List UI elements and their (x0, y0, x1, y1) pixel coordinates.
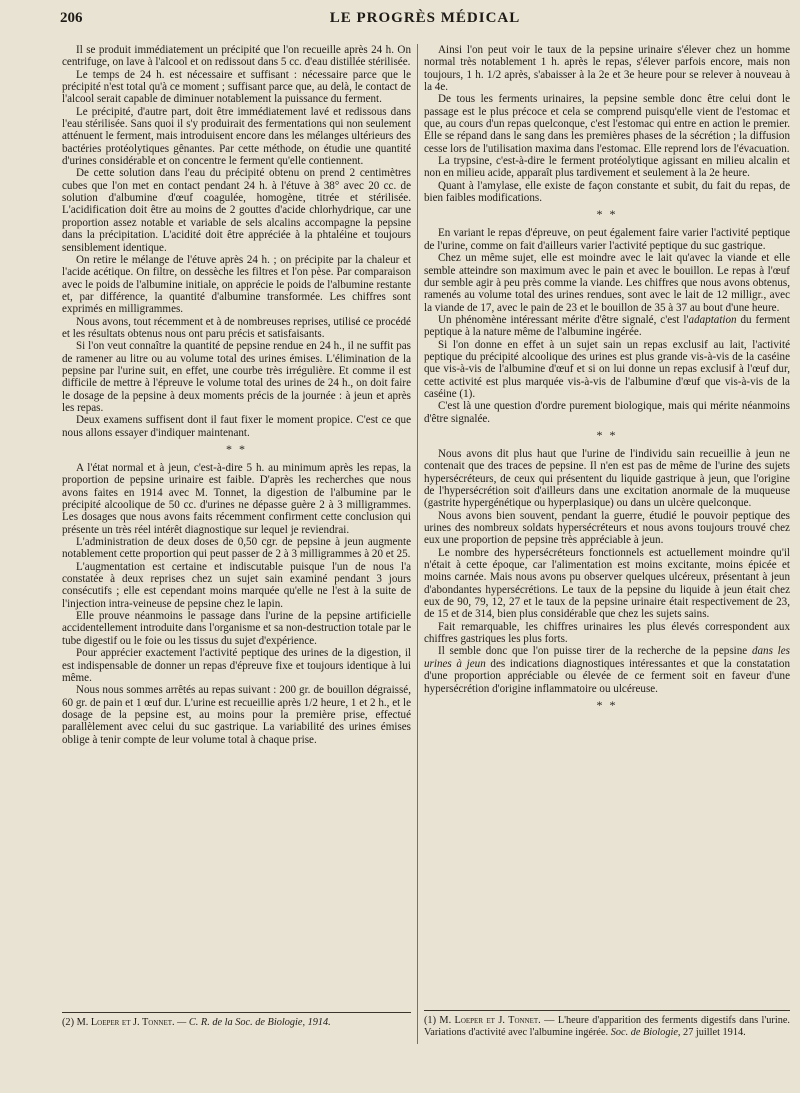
paragraph: Chez un même sujet, elle est moindre avec le lait qu'avec la viande et elle semble atteindre son maximum avec le pain et avec le bouillon. Le repas à l'œuf dur semble agir à peu près comme la viande. Les chiffres que nous avons obtenus, ramenés au volume total des urines rendues, sont avec le lait de 12 milligr., avec la viande de 17, avec le pain de 23 et le bouillon de 35 à 37 au bout d'une heure. (424, 252, 790, 314)
paragraph: Nous nous sommes arrêtés au repas suivant : 200 gr. de bouillon dégraissé, 60 gr. de pain et 1 œuf dur. L'urine est recueillie après 1/2 heure, 1 et 2 h., et le dosage de la pepsine est, au moins pour la première prise, effectué parallèlement avec celui du suc gastrique. La variabilité des urines émises oblige à tenir compte de leur volume total à chaque prise. (62, 684, 411, 746)
paragraph: L'administration de deux doses de 0,50 cgr. de pepsine à jeun augmente notablement cette proportion qui peut passer de 2 à 3 milligrammes à 20 et 25. (62, 536, 411, 561)
paragraph: Nous avons bien souvent, pendant la guerre, étudié le pouvoir peptique des urines des nombreux soldats hypersécréteurs et nous avons toujours trouvé chez eux une proportion de pepsine très appréciable à jeun. (424, 509, 790, 547)
footnote-rule (62, 1012, 411, 1013)
column-divider (417, 44, 418, 1044)
paragraph: Nous avons dit plus haut que l'urine de l'individu sain recueillie à jeun ne contenait que des traces de pepsine. Il n'en est pas de même de l'urine des sujets hypersécréteurs, de ceux qui présentent du liquide gastrique à jeun, que l'origine de l'hypersécrétion soit d'ailleurs dans une excitation anormale de la muqueuse (gastrite hypergénétique ou hyperplasique) ou dans un ulcère quelconque. (424, 447, 790, 510)
footnote-source: Soc. de Biologie (610, 1026, 678, 1038)
text-run: des indications diagnostiques intéressantes et que la constatation d'une proportion appréciable ou élevée de ce ferment soit en faveur d'une hypersécrétion d'origine inflammatoire ou ulcéreuse. (424, 657, 790, 695)
paragraph: En variant le repas d'épreuve, on peut également faire varier l'activité peptique de l'urine, comme on fait d'ailleurs varier l'activité peptique du suc gastrique. (424, 227, 790, 252)
paragraph: A l'état normal et à jeun, c'est-à-dire 5 h. au minimum après les repas, la proportion de pepsine urinaire est faible. D'après les recherches que nous avons faites en 1914 avec M. Tonnet, la digestion de l'albumine par le précipité alcoolique de 50 cc. d'urines ne dépasse guère 2 à 3 milligrammes. Les dosages que nous avons faits récemment confirment cette conclusion qui présente un très réel intérêt diagnostique sur lequel je reviendrai. (62, 462, 411, 536)
section-separator: * * (596, 697, 618, 712)
paragraph: Pour apprécier exactement l'activité peptique des urines de la digestion, il est indispensable de donner un repas d'épreuve fixe et toujours identique à lui même. (62, 647, 411, 684)
footnote-title: — L'heure d'apparition des ferments digestifs dans l'urine. Variations d'activité avec l'albumine ingérée. (424, 1015, 790, 1038)
paragraph: Si l'on veut connaître la quantité de pepsine rendue en 24 h., il ne suffit pas de ramener au litre ou au volume total des urines émises. L'élimination de la pepsine par l'urine suit, en effet, une courbe très irrégulière. Et comme il est difficile de mettre à l'épreuve le volume total des urines de 24 h., on doit faire le dosage de la pepsine à deux moments précis de la journée : à jeun et après les repas. (62, 340, 411, 414)
paragraph: De cette solution dans l'eau du précipité obtenu on prend 2 centimètres cubes que l'on met en contact pendant 24 h. à l'étuve à 38° avec 20 cc. de solution d'albumine d'œuf coagulée, homogène, titrée et stérilisée. L'acidification doit être au moins de 2 gouttes d'acide chlorhydrique, car une proportion assez notable et variable de sels alcalins accompagne la pepsine dans la précipitation. L'acidité doit être appréciée à la phtaléine et toujours sensiblement identique. (62, 167, 411, 254)
paragraph: Quant à l'amylase, elle existe de façon constante et subit, du fait du repas, de bien faibles modifications. (424, 179, 790, 205)
paragraph: Fait remarquable, les chiffres urinaires les plus élevés correspondent aux chiffres gastriques les plus forts. (424, 620, 790, 646)
paragraph: Nous avons, tout récemment et à de nombreuses reprises, utilisé ce procédé et les résultats obtenus nous ont paru précis et satisfaisants. (62, 315, 411, 340)
paragraph: Deux examens suffisent dont il faut fixer le moment propice. C'est ce que nous allons essayer d'indiquer maintenant. (62, 414, 411, 439)
text-run: Un phénomène intéressant mérite d'être signalé, c'est l' (438, 313, 689, 326)
emphasis: dans les urines à jeun (424, 645, 790, 670)
footnote-rule (424, 1010, 790, 1011)
left-column (62, 44, 411, 1044)
paragraph: On retire le mélange de l'étuve après 24 h. ; on précipite par la chaleur et l'acide acétique. On filtre, on dessèche les filtres et l'on pèse. Par comparaison avec le poids de l'albumine initiale, on apprécie le poids de l'albumine restante et, par différence, la quantité d'albumine transformée. Les chiffres sont exprimés en milligrammes. (62, 253, 411, 316)
footnote-authors: (2) M. Loeper et J. Tonnet. (62, 1017, 175, 1028)
footnote-text (424, 1015, 790, 1038)
paragraph: Le nombre des hypersécréteurs fonctionnels est actuellement moindre qu'il n'était à cette époque, car l'alimentation est moins excitante, moins épicée et moins carnée. Mais nous avons pu observer quelques ulcéreux, présentant à jeun d'abondantes hypersécrétions. Le taux de la pepsine du liquide à jeun était chez eux de 90, 79, 12, 27 et le taux de la pepsine urinaire était respectivement de 23, de 15 et de 314, bien plus considérable que chez les sujets sains. (424, 546, 790, 621)
section-separator: * * (596, 207, 618, 222)
running-title: LE PROGRÈS MÉDICAL (329, 10, 521, 26)
paragraph: La trypsine, c'est-à-dire le ferment protéolytique agissant en milieu alcalin et non en milieu acide, apparaît plus tardivement et seulement à la 2e heure. (424, 155, 790, 180)
right-column (424, 44, 790, 1044)
paragraph: Le temps de 24 h. est nécessaire et suffisant : nécessaire parce que le précipité n'est total qu'à ce moment ; suffisant parce que, au delà, le contact de l'alcool serait capable de diminuer notablement la puissance du ferment. (62, 68, 411, 106)
footnote-date: , 27 juillet 1914. (677, 1026, 746, 1038)
text-run: Il semble donc que l'on puisse tirer de la recherche de la pepsine (438, 645, 752, 658)
footnote-right (424, 1010, 790, 1038)
paragraph (424, 645, 790, 694)
footnote-left (62, 1012, 411, 1029)
page-header (60, 8, 790, 30)
footnote-text (62, 1017, 411, 1029)
paragraph: De tous les ferments urinaires, la pepsine semble donc être celui dont le passage est le plus précoce et cela se comprend puisqu'elle vient de l'estomac et que, au cours d'un repas quelconque, c'est l'estomac qui entre en action le premier. Elle se répand dans le sang dans les premières phases de la sécrétion ; la diffusion cesse lors de l'utilisation maxima dans l'estomac. Elle reprend lors de l'évacuation. (424, 93, 790, 155)
paragraph: Elle prouve néanmoins le passage dans l'urine de la pepsine artificielle accidentellement introduite dans l'organisme et sa non-destruction totale par le tube digestif ou le foie ou les tissus du sujet d'expérience. (62, 610, 411, 647)
text-run: du ferment peptique à la nature même de l'albumine ingérée. (424, 313, 790, 339)
footnote-authors: (1) M. Loeper et J. Tonnet. (424, 1015, 541, 1026)
section-separator: * * (226, 442, 247, 456)
paragraph (424, 314, 790, 339)
footnote-source: — C. R. de la Soc. de Biologie, 1914. (174, 1017, 331, 1028)
paragraph: Il se produit immédiatement un précipité que l'on recueille après 24 h. On centrifuge, on lave à l'alcool et on redissout dans 5 cc. d'eau distillée stérilisée. (62, 44, 411, 69)
emphasis: adaptation (688, 313, 737, 326)
paragraph: Ainsi l'on peut voir le taux de la pepsine urinaire s'élever chez un homme normal très notablement 1 h. après le repas, s'élever parfois encore, mais non toujours, 1 h. 1/2 après, s'abaisser à la 2e et 3e heure pour se relever à nouveau à la 4e. (424, 44, 790, 94)
paragraph: L'augmentation est certaine et indiscutable puisque l'un de nous l'a constatée à deux reprises chez un sujet sain examiné pendant 3 jours consécutifs ; elle est cependant moins marquée qu'elle ne l'est à la suite de l'injection intra-veineuse de pepsine chez le lapin. (62, 560, 411, 610)
paragraph: Si l'on donne en effet à un sujet sain un repas exclusif au lait, l'activité peptique du précipité alcoolique des urines est plus grande vis-à-vis de la caséine que vis-à-vis de l'albumine d'œuf et si on lui donne un repas exclusif à l'œuf dur, cette activité est plus marquée vis-à-vis de l'albumine d'œuf que vis-à-vis de la caséine (1). (424, 338, 790, 400)
page-number: 206 (60, 10, 83, 26)
section-separator: * * (596, 427, 618, 442)
paragraph: Le précipité, d'autre part, doit être immédiatement lavé et redissous dans l'eau stérilisée. Sans quoi il s'y produirait des fermentations qui non seulement atténuent le ferment, mais introduisent encore dans les mélanges ultérieurs des bactéries protéolytiques gênantes. Par cette méthode, on étudie une quantité d'urines considérable et on concentre le ferment qu'elle contiennent. (62, 105, 411, 168)
paragraph: C'est là une question d'ordre purement biologique, mais qui mérite néanmoins d'être signalée. (424, 400, 790, 425)
